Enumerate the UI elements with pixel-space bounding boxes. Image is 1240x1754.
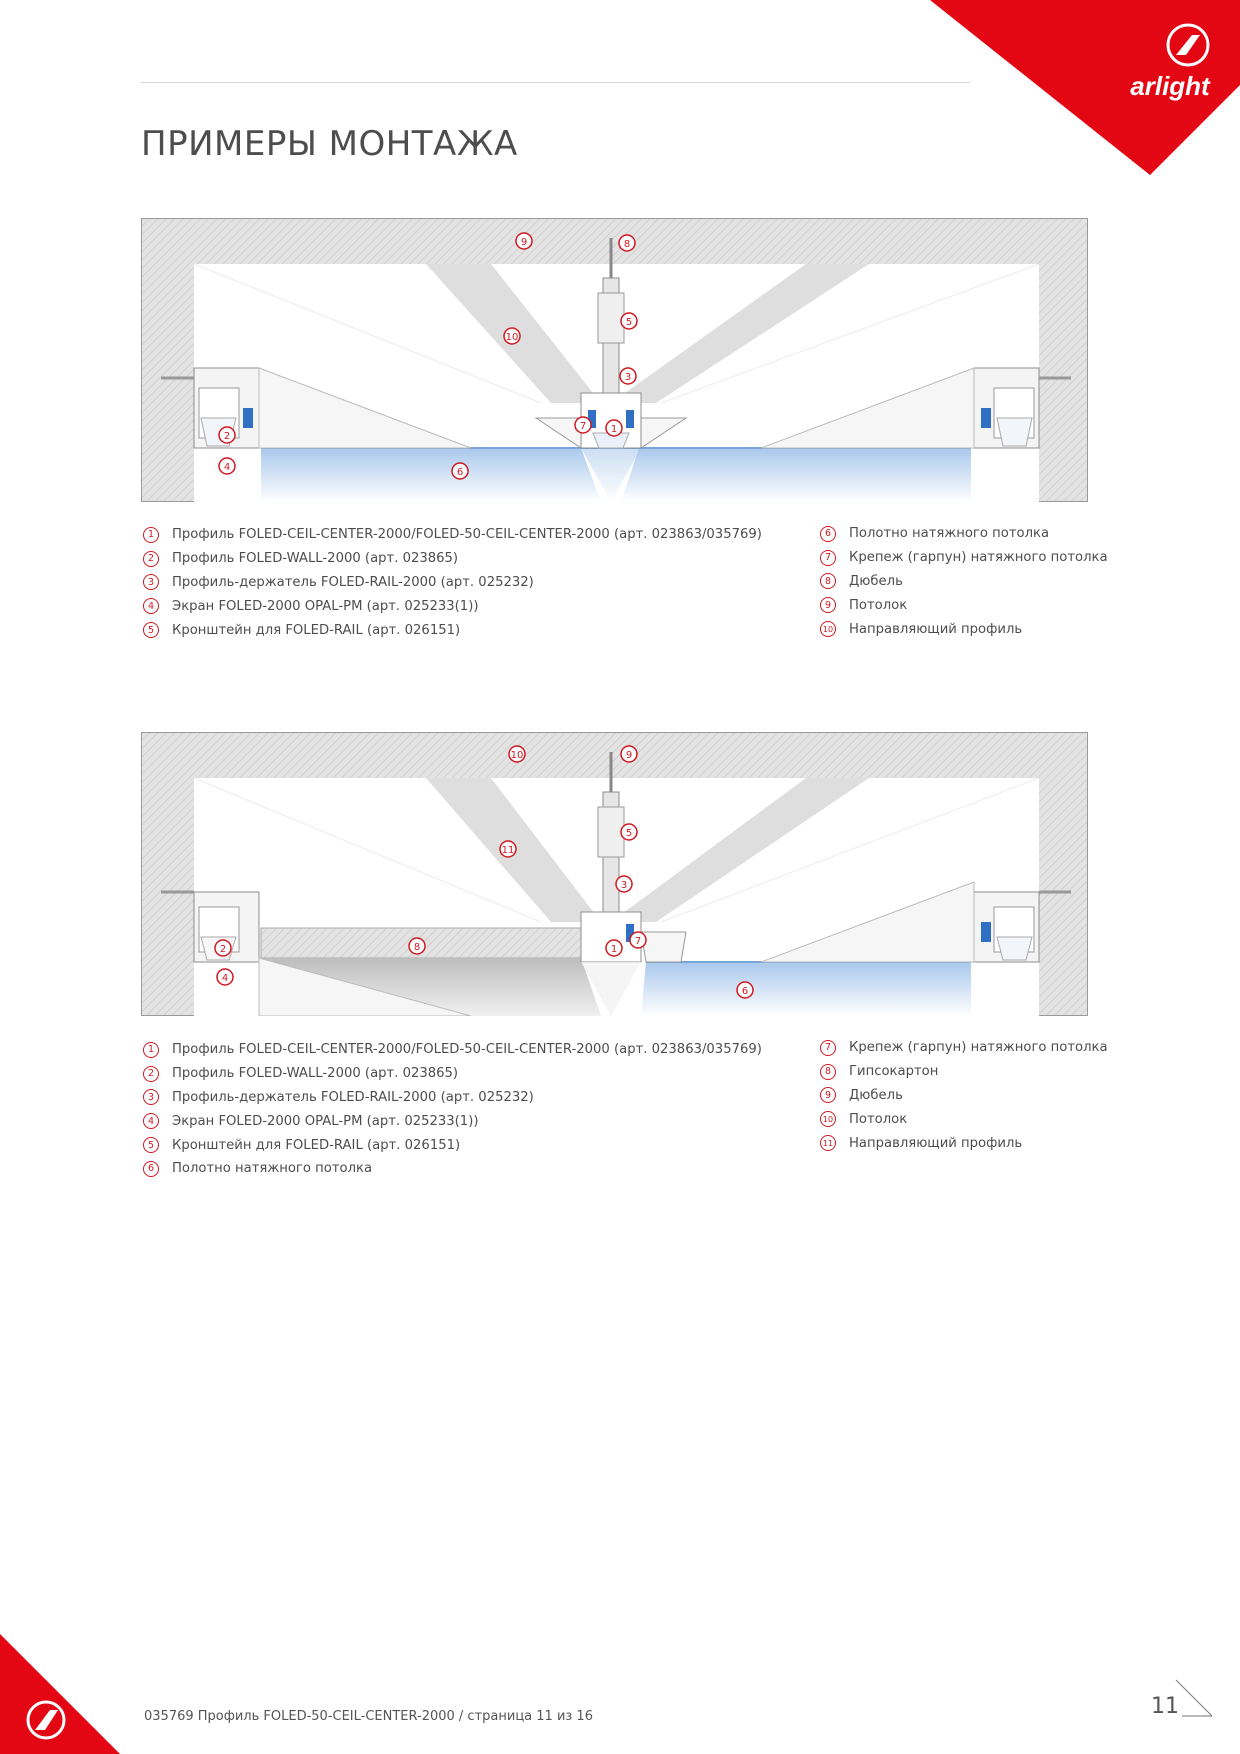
callout-4 — [217, 969, 233, 985]
legend-item: 1 Профиль FOLED-CEIL-CENTER-2000/FOLED-50-CEIL-CENTER-2000 (арт. 023863/035769) — [143, 523, 762, 547]
svg-text:4: 4 — [223, 462, 231, 473]
legend-item: 6 Полотно натяжного потолка — [820, 522, 1108, 546]
legend-item: 10 Направляющий профиль — [820, 617, 1108, 641]
callout-5 — [621, 824, 637, 840]
mounting-diagram-1 — [141, 218, 1088, 502]
callout-1 — [606, 940, 622, 956]
svg-text:9: 9 — [520, 237, 528, 248]
svg-text:6: 6 — [456, 467, 464, 478]
legend-item: 10 Потолок — [820, 1107, 1108, 1131]
callout-11 — [500, 841, 516, 857]
legend-1-right — [820, 522, 1108, 641]
legend-item: 7 Крепеж (гарпун) натяжного потолка — [820, 546, 1108, 570]
callout-3 — [616, 876, 632, 892]
callout-6 — [452, 463, 468, 479]
page-number-divider — [1174, 1678, 1214, 1718]
legend-item: 9 Дюбель — [820, 1084, 1108, 1108]
svg-text:8: 8 — [623, 239, 631, 250]
svg-text:11: 11 — [501, 845, 515, 856]
svg-text:1: 1 — [610, 424, 618, 435]
callout-9 — [516, 233, 532, 249]
callout-10 — [509, 746, 525, 762]
callout-3 — [620, 368, 636, 384]
svg-text:3: 3 — [620, 880, 628, 891]
legend-item: 5 Кронштейн для FOLED-RAIL (арт. 026151) — [143, 618, 762, 642]
callout-7 — [575, 417, 591, 433]
svg-text:9: 9 — [625, 750, 633, 761]
legend-item: 9 Потолок — [820, 593, 1108, 617]
legend-item: 8 Дюбель — [820, 570, 1108, 594]
legend-item: 3 Профиль-держатель FOLED-RAIL-2000 (арт. 025232) — [143, 571, 762, 595]
legend-1-left — [143, 523, 762, 642]
page-title: ПРИМЕРЫ МОНТАЖА — [141, 124, 518, 164]
callout-2 — [215, 940, 231, 956]
brand-logo: arlight — [1130, 71, 1210, 101]
callout-5 — [621, 313, 637, 329]
callout-6 — [737, 982, 753, 998]
callout-1 — [606, 420, 622, 436]
svg-text:7: 7 — [634, 936, 642, 947]
callout-10 — [504, 328, 520, 344]
legend-item: 4 Экран FOLED-2000 OPAL-PM (арт. 025233(1)) — [143, 1109, 762, 1133]
header-rule — [141, 82, 970, 83]
legend-item: 11 Направляющий профиль — [820, 1131, 1108, 1155]
svg-text:8: 8 — [413, 942, 421, 953]
legend-item: 2 Профиль FOLED-WALL-2000 (арт. 023865) — [143, 1062, 762, 1086]
brand-corner-top-right — [930, 0, 1240, 175]
brand-corner-bottom-left — [0, 1614, 120, 1754]
legend-item: 8 Гипсокартон — [820, 1060, 1108, 1084]
legend-2-left — [143, 1038, 762, 1181]
mounting-diagram-2 — [141, 732, 1088, 1016]
legend-item: 5 Кронштейн для FOLED-RAIL (арт. 026151) — [143, 1133, 762, 1157]
svg-text:10: 10 — [505, 332, 519, 343]
svg-text:1: 1 — [610, 944, 618, 955]
svg-text:10: 10 — [510, 750, 524, 761]
svg-text:2: 2 — [223, 431, 231, 442]
callout-9 — [621, 746, 637, 762]
callout-7 — [630, 932, 646, 948]
callout-8 — [619, 235, 635, 251]
callout-8 — [409, 938, 425, 954]
legend-item: 2 Профиль FOLED-WALL-2000 (арт. 023865) — [143, 547, 762, 571]
legend-item: 3 Профиль-держатель FOLED-RAIL-2000 (арт. 025232) — [143, 1086, 762, 1110]
svg-text:4: 4 — [221, 973, 229, 984]
footer-text: 035769 Профиль FOLED-50-CEIL-CENTER-2000 / страница 11 из 16 — [144, 1709, 593, 1724]
svg-text:6: 6 — [741, 986, 749, 997]
svg-text:3: 3 — [624, 372, 632, 383]
svg-text:5: 5 — [625, 317, 633, 328]
legend-item: 4 Экран FOLED-2000 OPAL-PM (арт. 025233(1)) — [143, 594, 762, 618]
legend-item: 7 Крепеж (гарпун) натяжного потолка — [820, 1036, 1108, 1060]
svg-text:7: 7 — [579, 421, 587, 432]
legend-item: 1 Профиль FOLED-CEIL-CENTER-2000/FOLED-50-CEIL-CENTER-2000 (арт. 023863/035769) — [143, 1038, 762, 1062]
callout-4 — [219, 458, 235, 474]
page-number: 11 — [1151, 1694, 1179, 1719]
legend-item: 6 Полотно натяжного потолка — [143, 1157, 762, 1181]
svg-text:2: 2 — [219, 944, 227, 955]
svg-text:5: 5 — [625, 828, 633, 839]
callout-2 — [219, 427, 235, 443]
legend-2-right — [820, 1036, 1108, 1155]
